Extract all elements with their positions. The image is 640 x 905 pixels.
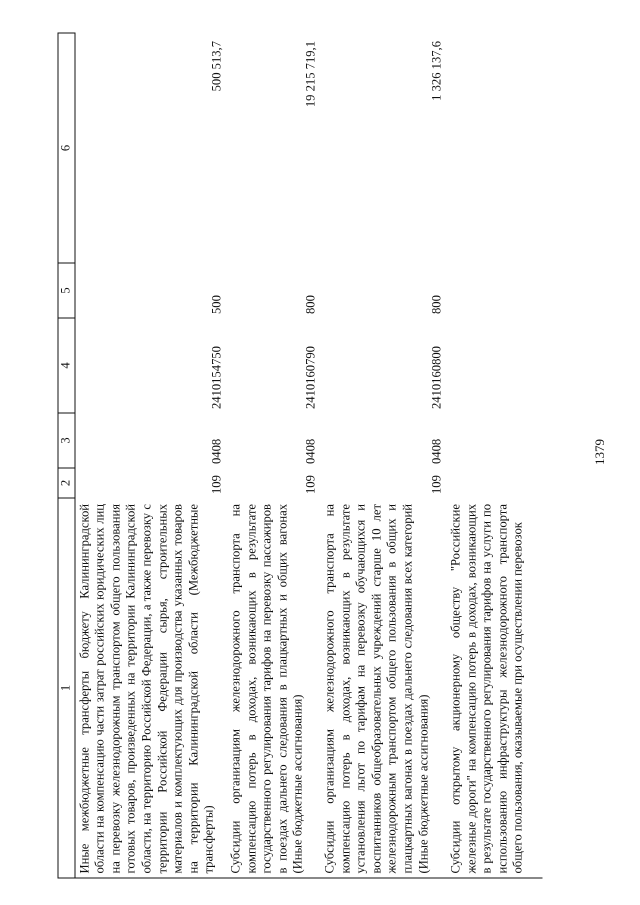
row-ministry-code: 109 [429, 475, 443, 494]
column-header-2: 2 [58, 468, 75, 498]
page-number: 1379 [592, 439, 607, 465]
row-target-code: 2410160800 [429, 346, 443, 409]
row-target-code [447, 318, 543, 413]
row-section-code: 0408 [303, 438, 317, 464]
row-amount: 1 326 137,6 [429, 41, 443, 101]
row-section-code: 0408 [209, 438, 223, 464]
table-row [321, 33, 447, 878]
row-section-code: 0408 [429, 438, 443, 464]
table-row [75, 33, 227, 878]
row-expense-type: 800 [429, 295, 443, 314]
row-name: Субсидии организациям железнодорожного транспорта на компенсацию потерь в доходах, возникающих в результате государственного регулирования тарифов на перевозку пассажиров в поездах дальнего следования в плацкартных и общих вагонах (Иные бюджетные ассигнования) [227, 498, 321, 878]
row-target-code: 2410160790 [303, 346, 317, 409]
budget-table [58, 33, 543, 879]
row-name: Субсидии организациям железнодорожного транспорта на компенсацию потерь в доходах, возникающих в результате установления льгот по тарифам на перевозку обучающихся и воспитанников общеобразовательных учреждений старше 10 лет железнодорожным транспортом общего пользования в общих и плацкартных вагонах в поездах дальнего следования всех категорий (Иные бюджетные ассигнования) [321, 498, 447, 878]
row-expense-type: 800 [303, 295, 317, 314]
column-header-3: 3 [58, 413, 75, 468]
row-amount: 500 513,7 [209, 41, 223, 92]
row-expense-type: 500 [209, 295, 223, 314]
row-amount [447, 33, 543, 263]
table-header-row [58, 33, 75, 878]
table-row [447, 33, 543, 878]
row-expense-type [447, 263, 543, 318]
row-section-code [447, 413, 543, 468]
row-name: Иные межбюджетные трансферты бюджету Калининградской области на компенсацию части затрат российских юридических лиц на перевозку железнодорожным транспортом общего пользования готовых товаров, произведенных на территории Калининградской области, на территорию Российской Федерации, а также перевозку с территории Российской Федерации сырья, строительных материалов и комплектующих для производства указанных товаров на территории Калининградской области (Межбюджетные трансферты) [75, 498, 227, 878]
budget-table-sheet [58, 34, 578, 879]
column-header-1: 1 [58, 498, 75, 878]
row-ministry-code: 109 [303, 475, 317, 494]
row-target-code: 2410154750 [209, 346, 223, 409]
row-ministry-code [447, 468, 543, 498]
column-header-5: 5 [58, 263, 75, 318]
row-amount: 19 215 719,1 [303, 41, 317, 108]
column-header-6: 6 [58, 33, 75, 263]
table-row [227, 33, 321, 878]
row-ministry-code: 109 [209, 475, 223, 494]
row-name: Субсидии открытому акционерному обществу "Российские железные дороги" на компенсацию потерь в доходах, возникающих в результате государственного регулирования тарифов на услуги по использованию инфраструктуры железнодорожного транспорта общего пользования, оказываемые при осуществлении перевозок [447, 498, 543, 878]
column-header-4: 4 [58, 318, 75, 413]
